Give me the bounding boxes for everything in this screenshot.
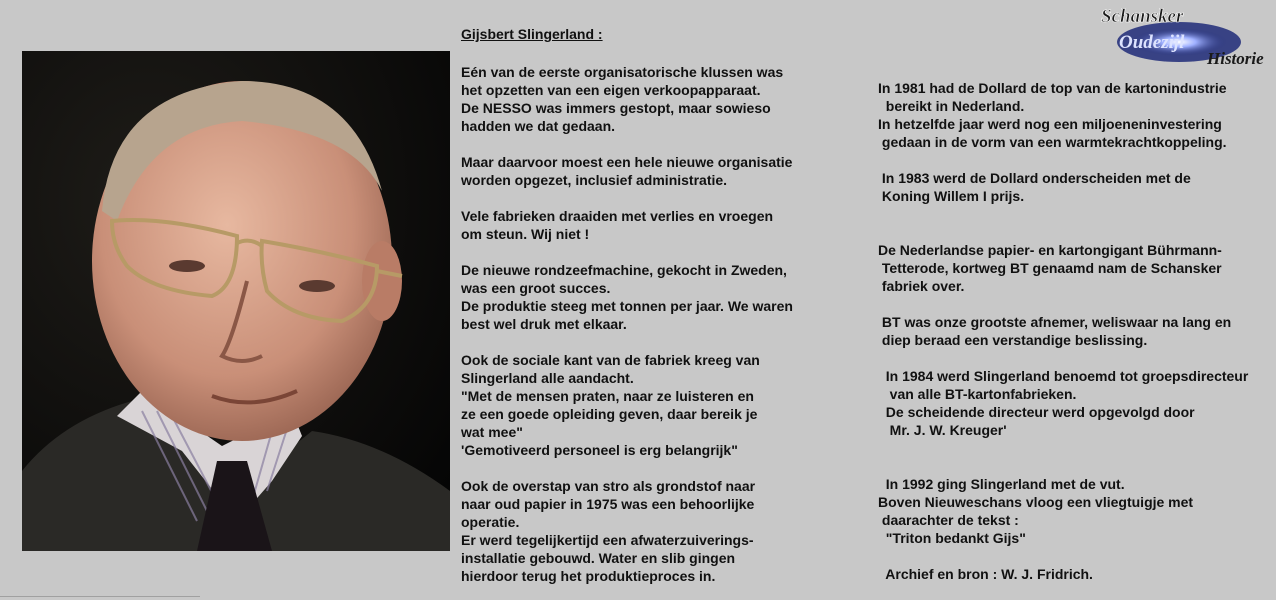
- text-line: van alle BT-kartonfabrieken.: [878, 386, 1077, 402]
- text-line: om steun. Wij niet !: [461, 226, 590, 242]
- text-line: De NESSO was immers gestopt, maar sowieso: [461, 100, 771, 116]
- text-line: Boven Nieuweschans vloog een vliegtuigje met: [878, 494, 1194, 510]
- page-title: Gijsbert Slingerland :: [461, 26, 603, 42]
- text-line: [878, 457, 1248, 475]
- text-line: naar oud papier in 1975 was een behoorlijke: [461, 496, 755, 512]
- text-line: [878, 295, 1248, 313]
- text-line: hierdoor terug het produktieproces in.: [461, 568, 716, 584]
- text-line: Archief en bron : W. J. Fridrich.: [878, 566, 1093, 582]
- text-line: In 1984 werd Slingerland benoemd tot groepsdirecteur: [878, 368, 1249, 384]
- text-line: "Met de mensen praten, naar ze luisteren en: [461, 388, 754, 404]
- text-line: In 1992 ging Slingerland met de vut.: [878, 476, 1125, 492]
- text-line: [461, 243, 793, 261]
- text-line: Vele fabrieken draaiden met verlies en vroegen: [461, 208, 774, 224]
- portrait-photo: [22, 51, 450, 551]
- text-line: Er werd tegelijkertijd een afwaterzuiverings-: [461, 532, 754, 548]
- text-line: Tetterode, kortweg BT genaamd nam de Schansker: [878, 260, 1222, 276]
- text-line: best wel druk met elkaar.: [461, 316, 627, 332]
- text-line: ze een goede opleiding geven, daar bereik je: [461, 406, 758, 422]
- text-line: [878, 223, 1248, 241]
- text-line: diep beraad een verstandige beslissing.: [878, 332, 1148, 348]
- site-logo[interactable]: [1095, 2, 1271, 68]
- text-line: was een groot succes.: [461, 280, 611, 296]
- text-line: Koning Willem I prijs.: [878, 188, 1025, 204]
- text-line: operatie.: [461, 514, 520, 530]
- text-line: fabriek over.: [878, 278, 965, 294]
- text-line: worden opgezet, inclusief administratie.: [461, 172, 728, 188]
- text-line: Ook de sociale kant van de fabriek kreeg van: [461, 352, 760, 368]
- text-line: daarachter de tekst :: [878, 512, 1019, 528]
- text-line: In hetzelfde jaar werd nog een miljoeneninvestering: [878, 116, 1222, 132]
- text-line: [461, 135, 793, 153]
- text-line: De nieuwe rondzeefmachine, gekocht in Zweden,: [461, 262, 787, 278]
- text-line: het opzetten van een eigen verkoopapparaat.: [461, 82, 761, 98]
- text-line: [878, 151, 1248, 169]
- text-line: hadden we dat gedaan.: [461, 118, 616, 134]
- right-text-column: [878, 79, 1248, 583]
- text-line: In 1983 werd de Dollard onderscheiden met de: [878, 170, 1191, 186]
- text-line: bereikt in Nederland.: [878, 98, 1025, 114]
- text-line: Maar daarvoor moest een hele nieuwe organisatie: [461, 154, 793, 170]
- text-line: Mr. J. W. Kreuger': [878, 422, 1007, 438]
- text-line: De scheidende directeur werd opgevolgd door: [878, 404, 1195, 420]
- text-line: Eén van de eerste organisatorische klussen was: [461, 64, 784, 80]
- text-line: wat mee": [461, 424, 523, 440]
- text-line: [878, 205, 1248, 223]
- divider: [0, 596, 200, 597]
- text-line: gedaan in de vorm van een warmtekrachtkoppeling.: [878, 134, 1227, 150]
- text-line: [878, 349, 1248, 367]
- text-line: [878, 547, 1248, 565]
- text-line: De produktie steeg met tonnen per jaar. We waren: [461, 298, 793, 314]
- text-line: [461, 459, 793, 477]
- logo-line-2: Oudezijl: [1119, 32, 1185, 53]
- left-text-column: [461, 63, 793, 585]
- text-line: De Nederlandse papier- en kartongigant Bührmann-: [878, 242, 1222, 258]
- logo-line-3: Historie: [1207, 49, 1264, 68]
- text-line: Ook de overstap van stro als grondstof naar: [461, 478, 756, 494]
- text-line: installatie gebouwd. Water en slib gingen: [461, 550, 736, 566]
- text-line: Slingerland alle aandacht.: [461, 370, 634, 386]
- text-line: In 1981 had de Dollard de top van de kartonindustrie: [878, 80, 1227, 96]
- logo-line-1: Schansker: [1101, 6, 1184, 27]
- text-line: [461, 189, 793, 207]
- text-line: [461, 333, 793, 351]
- text-line: 'Gemotiveerd personeel is erg belangrijk": [461, 442, 738, 458]
- text-line: BT was onze grootste afnemer, weliswaar na lang en: [878, 314, 1232, 330]
- text-line: "Triton bedankt Gijs": [878, 530, 1026, 546]
- text-line: [878, 439, 1248, 457]
